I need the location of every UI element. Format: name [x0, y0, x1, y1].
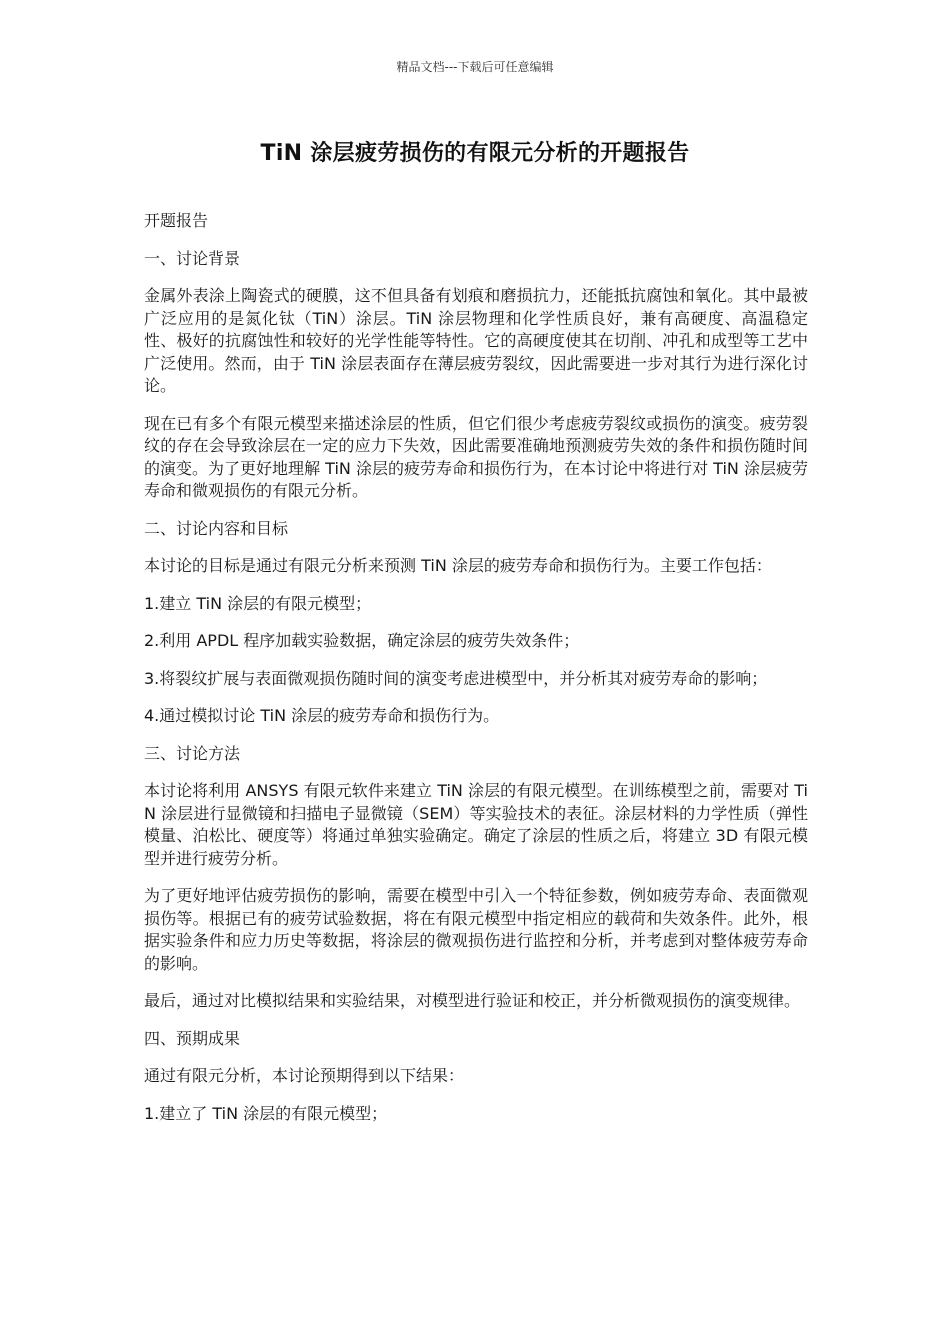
list-item: 2.利用 APDL 程序加载实验数据，确定涂层的疲劳失效条件； — [144, 631, 580, 650]
list-item: 4.通过模拟讨论 TiN 涂层的疲劳寿命和损伤行为。 — [144, 706, 500, 725]
list-item: 3.将裂纹扩展与表面微观损伤随时间的演变考虑进模型中，并分析其对疲劳寿命的影响； — [144, 668, 768, 688]
list-item: 1.建立了 TiN 涂层的有限元模型； — [144, 1103, 388, 1123]
section-heading: 二、讨论内容和目标 — [144, 518, 289, 538]
body-paragraph: 金属外表涂上陶瓷式的硬膜，这不但具备有划痕和磨损抗力，还能抵抗腐蚀和氧化。其中最被广泛应用的是氮化钛（TiN）涂层。TiN 涂层物理和化学性质良好，兼有高硬度、高温稳定性、极好的抗腐蚀性和较好的光学性能等特性。它的高硬度使其在切削、冲孔和成型等工艺中广泛使用。然而，由于 TiN 涂层表面存在薄层疲劳裂纹，因此需要进一步对其行为进行深化讨论。 — [144, 286, 808, 395]
section-heading: 三、讨论方法 — [144, 743, 241, 763]
document-title: TiN 涂层疲劳损伤的有限元分析的开题报告 — [260, 141, 690, 166]
body-paragraph: 最后，通过对比模拟结果和实验结果，对模型进行验证和校正，并分析微观损伤的演变规律。 — [144, 991, 801, 1010]
list-item: 1.建立 TiN 涂层的有限元模型； — [144, 593, 372, 613]
body-paragraph: 本讨论将利用 ANSYS 有限元软件来建立 TiN 涂层的有限元模型。在训练模型之前，需要对 TiN 涂层进行显微镜和扫描电子显微镜（SEM）等实验技术的表征。涂层材料的力学性质（弹性模量、泊松比、硬度等）将通过单独实验确定。确定了涂层的性质之后，将建立 3D 有限元模型并进行疲劳分析。 — [144, 781, 808, 868]
section-heading: 四、预期成果 — [144, 1028, 241, 1048]
body-paragraph: 本讨论的目标是通过有限元分析来预测 TiN 涂层的疲劳寿命和损伤行为。主要工作包括： — [144, 556, 772, 575]
section-label: 开题报告 — [144, 211, 209, 230]
section-heading: 一、讨论背景 — [144, 248, 241, 268]
header-note: 精品文档---下载后可任意编辑 — [396, 60, 554, 74]
document-body — [144, 210, 808, 1140]
body-paragraph: 为了更好地评估疲劳损伤的影响，需要在模型中引入一个特征参数，例如疲劳寿命、表面微观损伤等。根据已有的疲劳试验数据，将在有限元模型中指定相应的载荷和失效条件。此外，根据实验条件和应力历史等数据，将涂层的微观损伤进行监控和分析，并考虑到对整体疲劳寿命的影响。 — [144, 886, 808, 973]
body-paragraph: 现在已有多个有限元模型来描述涂层的性质，但它们很少考虑疲劳裂纹或损伤的演变。疲劳裂纹的存在会导致涂层在一定的应力下失效，因此需要准确地预测疲劳失效的条件和损伤随时间的演变。为了更好地理解 TiN 涂层的疲劳寿命和损伤行为，在本讨论中将进行对 TiN 涂层疲劳寿命和微观损伤的有限元分析。 — [144, 413, 808, 500]
body-paragraph: 通过有限元分析，本讨论预期得到以下结果： — [144, 1066, 465, 1085]
